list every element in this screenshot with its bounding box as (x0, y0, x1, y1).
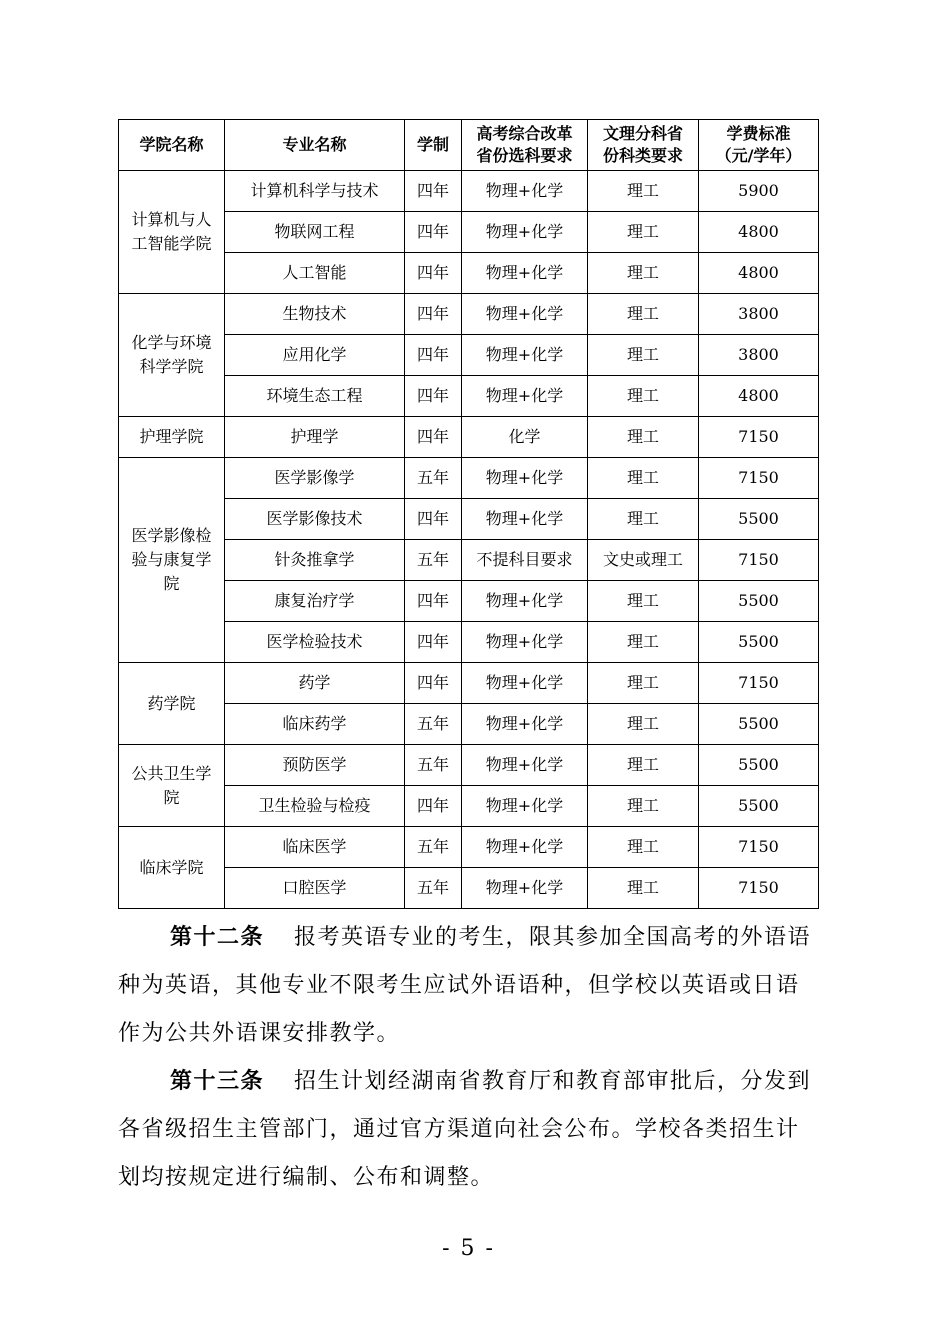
duration-cell: 四年 (405, 622, 462, 663)
college-cell: 药学院 (119, 663, 225, 745)
category-requirement-cell: 理工 (588, 827, 699, 868)
duration-cell: 四年 (405, 663, 462, 704)
major-cell: 药学 (225, 663, 405, 704)
header-tuition: 学费标准 （元/学年） (699, 120, 819, 171)
tuition-cell: 4800 (699, 212, 819, 253)
subject-requirement-cell: 物理+化学 (462, 581, 588, 622)
subject-requirement-cell: 物理+化学 (462, 622, 588, 663)
duration-cell: 四年 (405, 376, 462, 417)
subject-requirement-cell: 物理+化学 (462, 171, 588, 212)
table-row (119, 745, 819, 786)
duration-cell: 四年 (405, 294, 462, 335)
category-requirement-cell: 理工 (588, 704, 699, 745)
category-requirement-cell: 理工 (588, 663, 699, 704)
major-cell: 应用化学 (225, 335, 405, 376)
category-requirement-cell: 理工 (588, 212, 699, 253)
subject-requirement-cell: 物理+化学 (462, 663, 588, 704)
subject-requirement-cell: 物理+化学 (462, 294, 588, 335)
college-cell: 临床学院 (119, 827, 225, 909)
major-cell: 医学影像技术 (225, 499, 405, 540)
header-subject-requirement: 高考综合改革 省份选科要求 (462, 120, 588, 171)
table-header-row (119, 120, 819, 171)
subject-requirement-cell: 物理+化学 (462, 376, 588, 417)
college-cell: 公共卫生学 院 (119, 745, 225, 827)
category-requirement-cell: 理工 (588, 335, 699, 376)
major-cell: 人工智能 (225, 253, 405, 294)
major-cell: 环境生态工程 (225, 376, 405, 417)
major-cell: 生物技术 (225, 294, 405, 335)
article-12-text: 报考英语专业的考生，限其参加全国高考的外语语种为英语，其他专业不限考生应试外语语种，但学校以英语或日语作为公共外语课安排教学。 (118, 925, 812, 1046)
table-row (119, 458, 819, 499)
tuition-cell: 5500 (699, 704, 819, 745)
major-cell: 卫生检验与检疫 (225, 786, 405, 827)
tuition-cell: 7150 (699, 417, 819, 458)
header-duration: 学制 (405, 120, 462, 171)
major-cell: 护理学 (225, 417, 405, 458)
major-cell: 针灸推拿学 (225, 540, 405, 581)
subject-requirement-cell: 物理+化学 (462, 745, 588, 786)
duration-cell: 五年 (405, 704, 462, 745)
subject-requirement-cell: 物理+化学 (462, 704, 588, 745)
subject-requirement-cell: 物理+化学 (462, 827, 588, 868)
category-requirement-cell: 理工 (588, 294, 699, 335)
tuition-cell: 4800 (699, 376, 819, 417)
article-12-title: 第十二条 (170, 925, 265, 950)
major-cell: 康复治疗学 (225, 581, 405, 622)
duration-cell: 四年 (405, 786, 462, 827)
major-cell: 预防医学 (225, 745, 405, 786)
duration-cell: 四年 (405, 171, 462, 212)
table-row (119, 294, 819, 335)
tuition-cell: 5500 (699, 745, 819, 786)
college-cell: 化学与环境 科学学院 (119, 294, 225, 417)
duration-cell: 四年 (405, 417, 462, 458)
article-12 (118, 914, 818, 1058)
category-requirement-cell: 理工 (588, 417, 699, 458)
tuition-cell: 7150 (699, 663, 819, 704)
category-requirement-cell: 理工 (588, 745, 699, 786)
duration-cell: 五年 (405, 745, 462, 786)
category-requirement-cell: 理工 (588, 581, 699, 622)
subject-requirement-cell: 不提科目要求 (462, 540, 588, 581)
major-cell: 口腔医学 (225, 868, 405, 909)
major-cell: 物联网工程 (225, 212, 405, 253)
category-requirement-cell: 理工 (588, 622, 699, 663)
duration-cell: 四年 (405, 499, 462, 540)
subject-requirement-cell: 物理+化学 (462, 335, 588, 376)
tuition-cell: 5900 (699, 171, 819, 212)
tuition-cell: 5500 (699, 622, 819, 663)
table-row (119, 417, 819, 458)
subject-requirement-cell: 物理+化学 (462, 786, 588, 827)
tuition-cell: 5500 (699, 581, 819, 622)
page-number: - 5 - (442, 1236, 495, 1261)
major-cell: 临床医学 (225, 827, 405, 868)
tuition-cell: 7150 (699, 827, 819, 868)
duration-cell: 五年 (405, 540, 462, 581)
category-requirement-cell: 理工 (588, 253, 699, 294)
college-cell: 计算机与人 工智能学院 (119, 171, 225, 294)
subject-requirement-cell: 物理+化学 (462, 868, 588, 909)
category-requirement-cell: 理工 (588, 376, 699, 417)
college-cell: 医学影像检 验与康复学 院 (119, 458, 225, 663)
table-row (119, 171, 819, 212)
duration-cell: 五年 (405, 827, 462, 868)
tuition-cell: 7150 (699, 868, 819, 909)
category-requirement-cell: 理工 (588, 868, 699, 909)
major-cell: 医学检验技术 (225, 622, 405, 663)
subject-requirement-cell: 物理+化学 (462, 253, 588, 294)
header-major: 专业名称 (225, 120, 405, 171)
enrollment-plan-table (118, 119, 819, 909)
article-13 (118, 1058, 818, 1202)
duration-cell: 四年 (405, 212, 462, 253)
major-cell: 医学影像学 (225, 458, 405, 499)
category-requirement-cell: 理工 (588, 499, 699, 540)
category-requirement-cell: 理工 (588, 171, 699, 212)
subject-requirement-cell: 化学 (462, 417, 588, 458)
article-13-title: 第十三条 (170, 1069, 265, 1094)
header-category-requirement: 文理分科省 份科类要求 (588, 120, 699, 171)
duration-cell: 四年 (405, 253, 462, 294)
college-cell: 护理学院 (119, 417, 225, 458)
header-college: 学院名称 (119, 120, 225, 171)
duration-cell: 五年 (405, 458, 462, 499)
category-requirement-cell: 理工 (588, 458, 699, 499)
tuition-cell: 3800 (699, 335, 819, 376)
tuition-cell: 4800 (699, 253, 819, 294)
table-row (119, 827, 819, 868)
subject-requirement-cell: 物理+化学 (462, 212, 588, 253)
major-cell: 计算机科学与技术 (225, 171, 405, 212)
table-body (119, 171, 819, 909)
table-row (119, 663, 819, 704)
subject-requirement-cell: 物理+化学 (462, 458, 588, 499)
duration-cell: 四年 (405, 581, 462, 622)
major-cell: 临床药学 (225, 704, 405, 745)
category-requirement-cell: 文史或理工 (588, 540, 699, 581)
category-requirement-cell: 理工 (588, 786, 699, 827)
tuition-cell: 5500 (699, 786, 819, 827)
subject-requirement-cell: 物理+化学 (462, 499, 588, 540)
article-13-text: 招生计划经湖南省教育厅和教育部审批后，分发到各省级招生主管部门，通过官方渠道向社会公布。学校各类招生计划均按规定进行编制、公布和调整。 (118, 1069, 812, 1190)
tuition-cell: 7150 (699, 540, 819, 581)
duration-cell: 五年 (405, 868, 462, 909)
tuition-cell: 3800 (699, 294, 819, 335)
tuition-cell: 5500 (699, 499, 819, 540)
tuition-cell: 7150 (699, 458, 819, 499)
duration-cell: 四年 (405, 335, 462, 376)
